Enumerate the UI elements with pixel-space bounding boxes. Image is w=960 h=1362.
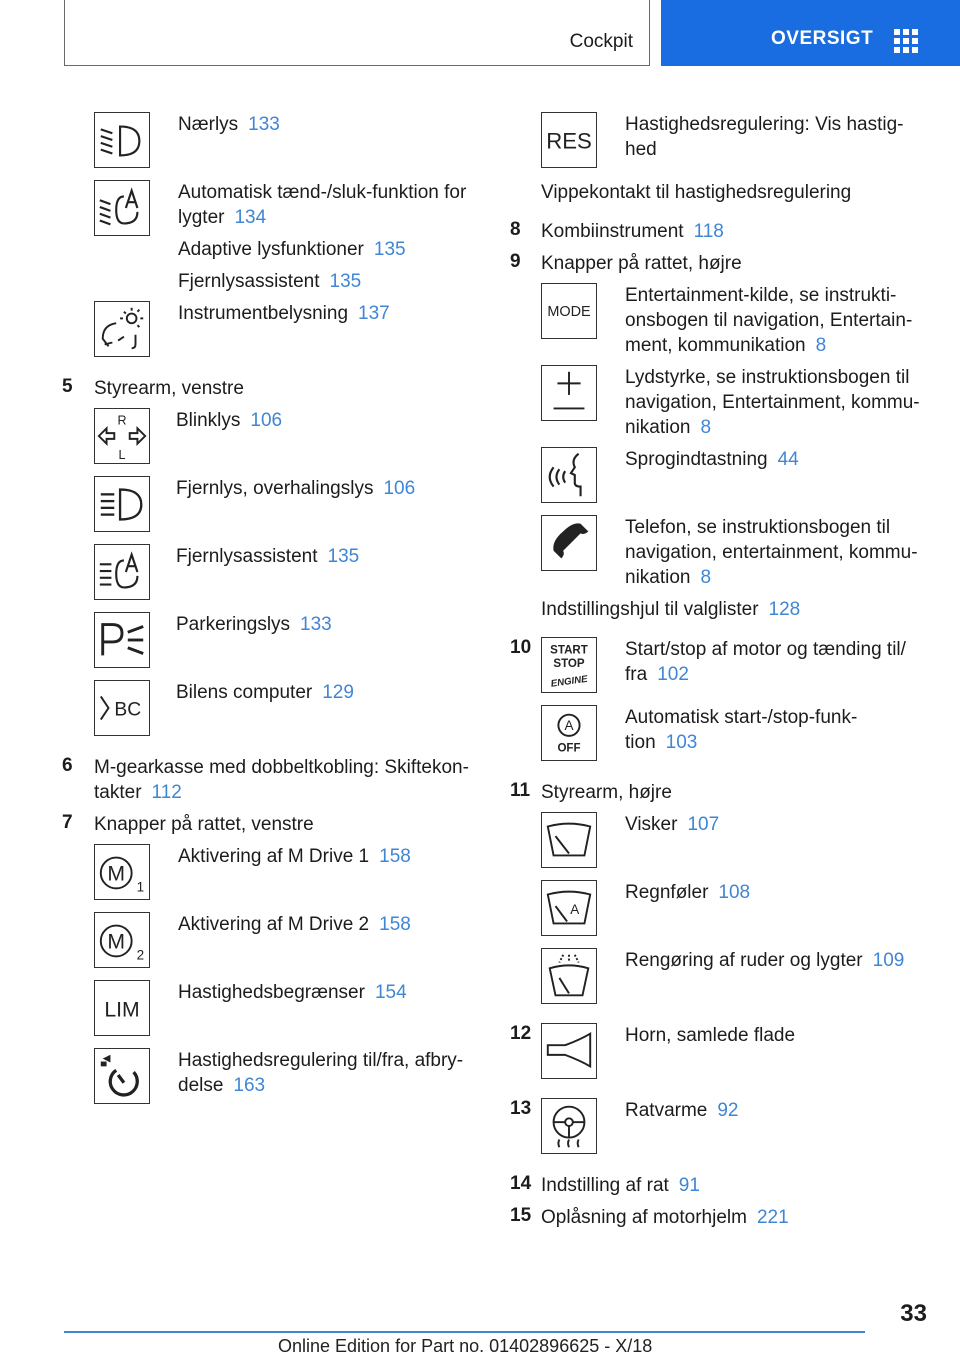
item-parking-light: Parkeringslys 133: [176, 614, 332, 635]
svg-text:A: A: [564, 718, 574, 734]
page-ref[interactable]: 8: [700, 567, 712, 588]
page-ref[interactable]: 108: [718, 882, 751, 903]
section-number: 9: [510, 251, 521, 272]
page-ref[interactable]: 109: [872, 950, 905, 971]
svg-text:ENGINE: ENGINE: [550, 673, 589, 690]
svg-text:OFF: OFF: [557, 742, 581, 755]
page-ref[interactable]: 137: [358, 303, 390, 324]
item-horn: Horn, samlede flade: [625, 1025, 796, 1046]
svg-text:A: A: [570, 901, 580, 917]
item-thumbwheel: Indstillingshjul til valglister 128: [541, 599, 801, 620]
page-ref[interactable]: 221: [756, 1207, 789, 1228]
voice-control-icon: [541, 447, 597, 503]
chapter-tab[interactable]: [661, 0, 960, 66]
section-number: 13: [510, 1098, 532, 1119]
svg-text:L: L: [118, 448, 126, 463]
section-number: 7: [62, 812, 73, 833]
turn-signal-icon: [94, 408, 150, 464]
high-beam-assist-icon: [94, 544, 150, 600]
item-phone: Telefon, se instruktionsbogen til navigation, entertainment, kommu- nikation 8: [625, 517, 918, 588]
section-number: 6: [62, 755, 73, 776]
page-ref[interactable]: 112: [151, 782, 182, 803]
svg-text:MODE: MODE: [547, 303, 591, 320]
section-title-5: Styrearm, venstre: [94, 378, 244, 399]
volume-icon: [541, 365, 597, 421]
item-low-beam: Nærlys 133: [178, 114, 280, 135]
section-title-8: Kombiinstrument 118: [541, 221, 724, 242]
instrument-lighting-icon: [94, 301, 150, 357]
section-title: Cockpit: [569, 31, 633, 52]
page-ref[interactable]: 129: [322, 682, 354, 703]
washer-icon: [541, 948, 597, 1004]
item-high-beam-assist: Fjernlysassistent 135: [178, 271, 362, 292]
left-column: [62, 110, 482, 1120]
auto-headlight-icon: [94, 180, 150, 236]
header-section-box: [64, 0, 650, 66]
section-number: 10: [510, 637, 532, 658]
svg-text:M: M: [107, 862, 126, 886]
page-ref[interactable]: 106: [383, 478, 416, 499]
cruise-control-icon: [94, 1048, 150, 1104]
page-ref[interactable]: 106: [250, 410, 283, 431]
item-auto-headlight: Automatisk tænd-/sluk-funktion for lygter 134: [178, 182, 467, 228]
item-turn-signal: Blinklys 106: [176, 410, 283, 431]
item-rain-sensor: Regnføler 108: [625, 882, 751, 903]
item-steering-heat: Ratvarme 92: [625, 1100, 739, 1121]
page-ref[interactable]: 133: [300, 614, 332, 635]
svg-text:M: M: [107, 930, 126, 954]
item-cruise-control: Hastighedsregulering til/fra, afbry- delse 163: [178, 1050, 464, 1096]
page-ref[interactable]: 128: [768, 599, 801, 620]
m-drive-2-icon: [94, 912, 150, 968]
item-wiper: Visker 107: [625, 814, 720, 835]
section-number: 11: [510, 780, 531, 801]
item-hood-release: Oplåsning af motorhjelm 221: [541, 1207, 789, 1228]
svg-text:2: 2: [136, 947, 145, 963]
grid-menu-icon[interactable]: [894, 29, 919, 52]
onboard-computer-icon: [94, 680, 150, 736]
page-ref[interactable]: 135: [373, 239, 406, 260]
page-ref[interactable]: 135: [327, 546, 360, 567]
svg-text:STOP: STOP: [553, 657, 585, 670]
item-washer: Rengøring af ruder og lygter 109: [625, 950, 905, 971]
page-ref[interactable]: 134: [234, 207, 267, 228]
item-start-stop-engine: Start/stop af motor og tænding til/ fra 102: [625, 639, 906, 685]
low-beam-icon: [94, 112, 150, 168]
footer-divider: [64, 1331, 865, 1333]
horn-icon: [541, 1023, 597, 1079]
page-ref[interactable]: 133: [248, 114, 280, 135]
svg-text:1: 1: [136, 879, 145, 895]
page-ref[interactable]: 102: [657, 664, 689, 685]
page-ref[interactable]: 158: [379, 846, 411, 867]
item-m-drive-2: Aktivering af M Drive 2 158: [178, 914, 411, 935]
item-steering-adjust: Indstilling af rat 91: [541, 1175, 700, 1196]
section-number: 15: [510, 1205, 532, 1226]
item-volume: Lydstyrke, se instruktionsbogen til navigation, Entertainment, kommu- nikation 8: [625, 367, 920, 438]
section-title-11: Styrearm, højre: [541, 782, 672, 803]
svg-text:START: START: [550, 644, 588, 657]
svg-text:LIM: LIM: [104, 998, 140, 1022]
section-number: 5: [62, 376, 73, 397]
start-stop-engine-icon: [541, 637, 597, 693]
item-instrument-lighting: Instrumentbelysning 137: [178, 303, 390, 324]
page-ref[interactable]: 8: [700, 417, 712, 438]
item-adaptive-light: Adaptive lysfunktioner 135: [178, 239, 406, 260]
page-number: 33: [900, 1300, 927, 1327]
chapter-title: OVERSIGT: [771, 28, 874, 49]
speed-limiter-icon: [94, 980, 150, 1036]
phone-icon: [541, 515, 597, 571]
auto-start-stop-icon: [541, 705, 597, 761]
item-resume: Hastighedsregulering: Vis hastig- hed: [625, 114, 904, 160]
section-title-7: Knapper på rattet, venstre: [94, 814, 314, 835]
item-rocker-switch: Vippekontakt til hastighedsregulering: [541, 182, 852, 203]
page-ref[interactable]: 158: [379, 914, 411, 935]
page-ref[interactable]: 135: [329, 271, 362, 292]
page-ref[interactable]: 44: [777, 449, 799, 470]
wiper-icon: [541, 812, 597, 868]
rain-sensor-icon: [541, 880, 597, 936]
page-ref[interactable]: 91: [678, 1175, 700, 1196]
footer-edition: Online Edition for Part no. 01402896625 - X/18: [278, 1336, 653, 1356]
right-column: [510, 110, 930, 1240]
item-high-beam-assist-2: Fjernlysassistent 135: [176, 546, 360, 567]
page-ref[interactable]: 107: [687, 814, 720, 835]
page-ref[interactable]: 163: [233, 1075, 266, 1096]
section-number: 14: [510, 1173, 532, 1194]
section-number: 8: [510, 219, 521, 240]
resume-icon: [541, 112, 597, 168]
item-m-drive-1: Aktivering af M Drive 1 158: [178, 846, 411, 867]
page-ref[interactable]: 92: [717, 1100, 739, 1121]
m-drive-1-icon: [94, 844, 150, 900]
item-voice-control: Sprogindtastning 44: [625, 449, 799, 470]
page-ref[interactable]: 118: [693, 221, 724, 242]
item-auto-start-stop: Automatisk start-/stop-funk- tion 103: [625, 707, 858, 753]
page-ref[interactable]: 154: [374, 982, 407, 1003]
item-entertainment-source: Entertainment-kilde, se instrukti- onsbogen til navigation, Entertain- ment, kommunikation 8: [625, 285, 913, 356]
section-title-9: Knapper på rattet, højre: [541, 253, 742, 274]
svg-text:RES: RES: [546, 128, 592, 154]
page-ref[interactable]: 8: [815, 335, 827, 356]
item-onboard-computer: Bilens computer 129: [176, 682, 354, 703]
item-high-beam: Fjernlys, overhalingslys 106: [176, 478, 416, 499]
svg-text:BC: BC: [114, 699, 142, 721]
section-title-6: M-gearkasse med dobbeltkobling: Skiftekon- takter 112: [94, 757, 469, 803]
steering-heat-icon: [541, 1098, 597, 1154]
parking-light-icon: [94, 612, 150, 668]
mode-icon: [541, 283, 597, 339]
page-ref[interactable]: 103: [665, 732, 698, 753]
high-beam-icon: [94, 476, 150, 532]
item-speed-limiter: Hastighedsbegrænser 154: [178, 982, 407, 1003]
section-number: 12: [510, 1023, 532, 1044]
svg-text:R: R: [117, 413, 127, 428]
